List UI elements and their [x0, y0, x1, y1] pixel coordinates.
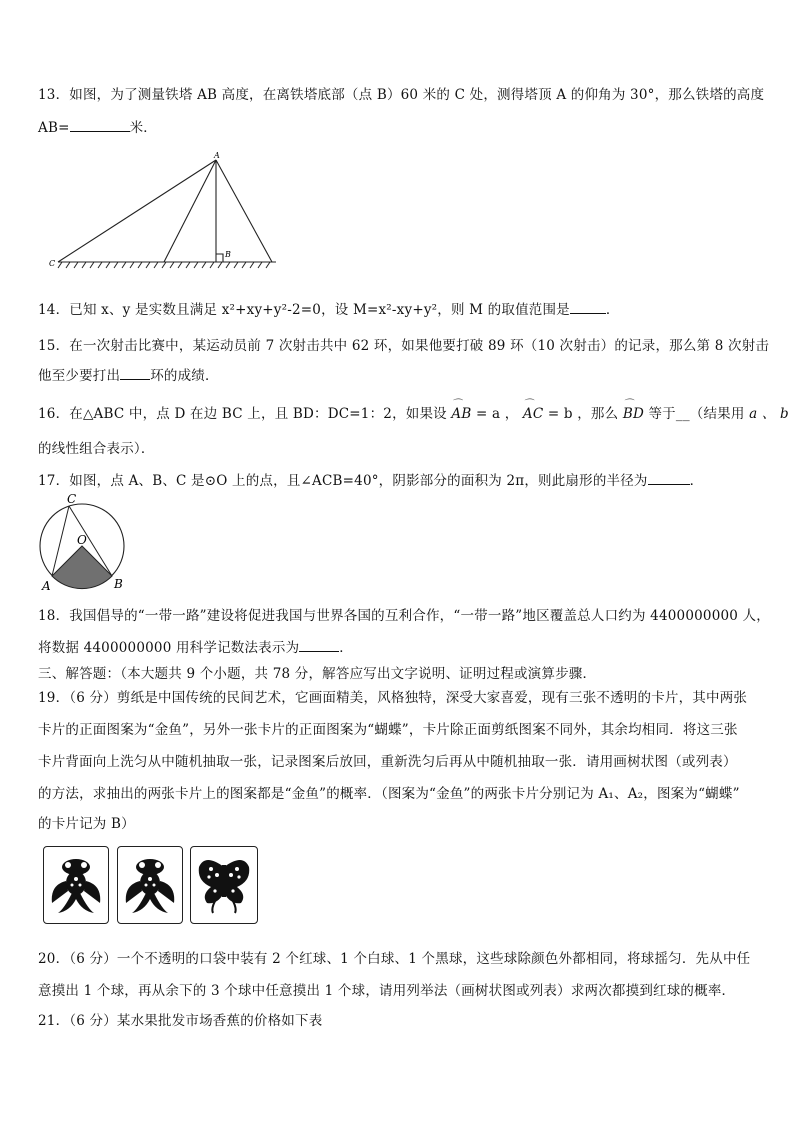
q19-text-line5: 的卡片记为 B）	[38, 816, 135, 832]
q15-suffix: 环的成绩．	[150, 368, 219, 384]
q18-text-line2	[38, 636, 353, 656]
goldfish-papercut-image	[44, 847, 108, 923]
q19-text-line4: 的方法，求抽出的两张卡片上的图案都是“金鱼”的概率．（图案为“金鱼”的两张卡片分别记为 A₁、A₂，图案为“蝴蝶”	[38, 786, 740, 802]
q16-eq-b: = b ，那么	[547, 406, 619, 422]
q15-prefix: 他至少要打出	[38, 368, 121, 384]
label-b: B	[114, 577, 123, 591]
q16-part3: a 、 b	[749, 406, 789, 422]
q16-text-line2: 的线性组合表示）．	[38, 441, 155, 457]
q13-text-line2	[38, 116, 157, 136]
q18-answer-blank	[299, 637, 339, 652]
goldfish-card-1	[43, 846, 109, 924]
q13-text-line1: 13．如图，为了测量铁塔 AB 高度，在离铁塔底部（点 B）60 米的 C 处，测得塔顶 A 的仰角为 30°，那么铁塔的高度	[38, 87, 765, 103]
ground-hatching	[58, 262, 276, 268]
q20-text-line1: 20．（6 分）一个不透明的口袋中装有 2 个红球、1 个白球、1 个黑球，这些球除颜色外都相同，将球摇匀．先从中任	[38, 951, 751, 967]
goldfish-papercut-image	[118, 847, 182, 923]
q17-prefix: 17．如图，点 A、B、C 是⊙O 上的点，且∠ACB=40°，阴影部分的面积为 2π，则此扇形的半径为	[38, 473, 648, 489]
q15-text-line1: 15．在一次射击比赛中，某运动员前 7 次射击共中 62 环，如果他要打破 89 环（10 次射击）的记录，那么第 8 次射击	[38, 338, 770, 354]
q14-answer-blank	[570, 299, 606, 314]
line-a-right	[216, 160, 272, 262]
q17-answer-blank	[648, 470, 690, 485]
q14-prefix: 14．已知 x、y 是实数且满足 x²+xy+y²-2=0，设 M=x²-xy+y²，则 M 的取值范围是	[38, 302, 570, 318]
q15-answer-blank	[120, 365, 150, 380]
q21-text-line1: 21．（6 分）某水果批发市场香蕉的价格如下表	[38, 1013, 323, 1029]
shaded-sector	[52, 546, 112, 589]
label-a: A	[214, 151, 220, 160]
right-angle-mark	[216, 254, 223, 262]
q20-text-line2: 意摸出 1 个球，再从余下的 3 个球中任意摸出 1 个球，请用列举法（画树状图或列表）求两次都摸到红球的概率．	[38, 983, 736, 999]
label-c: C	[49, 259, 56, 268]
q14-suffix: ．	[605, 302, 620, 318]
line-ca	[58, 160, 216, 262]
q13-tower-figure	[44, 148, 284, 270]
q13-prefix: AB=	[38, 120, 70, 136]
q17-circle-figure	[38, 492, 134, 594]
q17-text	[38, 469, 703, 489]
line-a-left	[164, 160, 216, 262]
vector-bd: ⌒ BD	[623, 406, 644, 422]
butterfly-card	[190, 846, 258, 924]
goldfish-card-2	[117, 846, 183, 924]
q19-text-line1: 19．（6 分）剪纸是中国传统的民间艺术，它画面精美，风格独特，深受大家喜爱，现有三张不透明的卡片，其中两张	[38, 690, 748, 706]
vector-ab: ⌒ AB	[451, 406, 471, 422]
q18-suffix: ．	[339, 640, 353, 656]
q15-text-line2	[38, 364, 219, 384]
q18-prefix: 将数据 4400000000 用科学记数法表示为	[38, 640, 300, 656]
q16-part2: 等于__（结果用	[648, 406, 745, 422]
label-b: B	[225, 250, 231, 259]
q14-text	[38, 298, 620, 318]
q19-text-line2: 卡片的正面图案为“金鱼”，另外一张卡片的正面图案为“蝴蝶”，卡片除正面剪纸图案不同外，其余均相同．将这三张	[38, 722, 738, 738]
label-o: O	[77, 533, 87, 547]
q16-eq-a: = a ，	[475, 406, 519, 422]
section3-heading: 三、解答题：（本大题共 9 个小题，共 78 分，解答应写出文字说明、证明过程或演算步骤．	[38, 666, 597, 682]
q16-part1: 16．在△ABC 中，点 D 在边 BC 上，且 BD：DC=1：2，如果设	[38, 406, 447, 422]
q17-suffix: ．	[689, 473, 704, 489]
butterfly-papercut-image	[191, 847, 257, 923]
vector-ac: ⌒ AC	[523, 406, 543, 422]
q13-suffix: 米．	[129, 120, 157, 136]
label-a: A	[42, 579, 51, 593]
q18-text-line1: 18．我国倡导的“一带一路”建设将促进我国与世界各国的互利合作，“一带一路”地区覆盖总人口约为 4400000000 人，	[38, 608, 770, 624]
q13-answer-blank	[70, 117, 130, 132]
q19-text-line3: 卡片背面向上洗匀从中随机抽取一张，记录图案后放回，重新洗匀后再从中随机抽取一张．请用画树状图（或列表）	[38, 754, 737, 770]
q16-text-line1	[38, 402, 789, 422]
label-c: C	[67, 492, 77, 506]
